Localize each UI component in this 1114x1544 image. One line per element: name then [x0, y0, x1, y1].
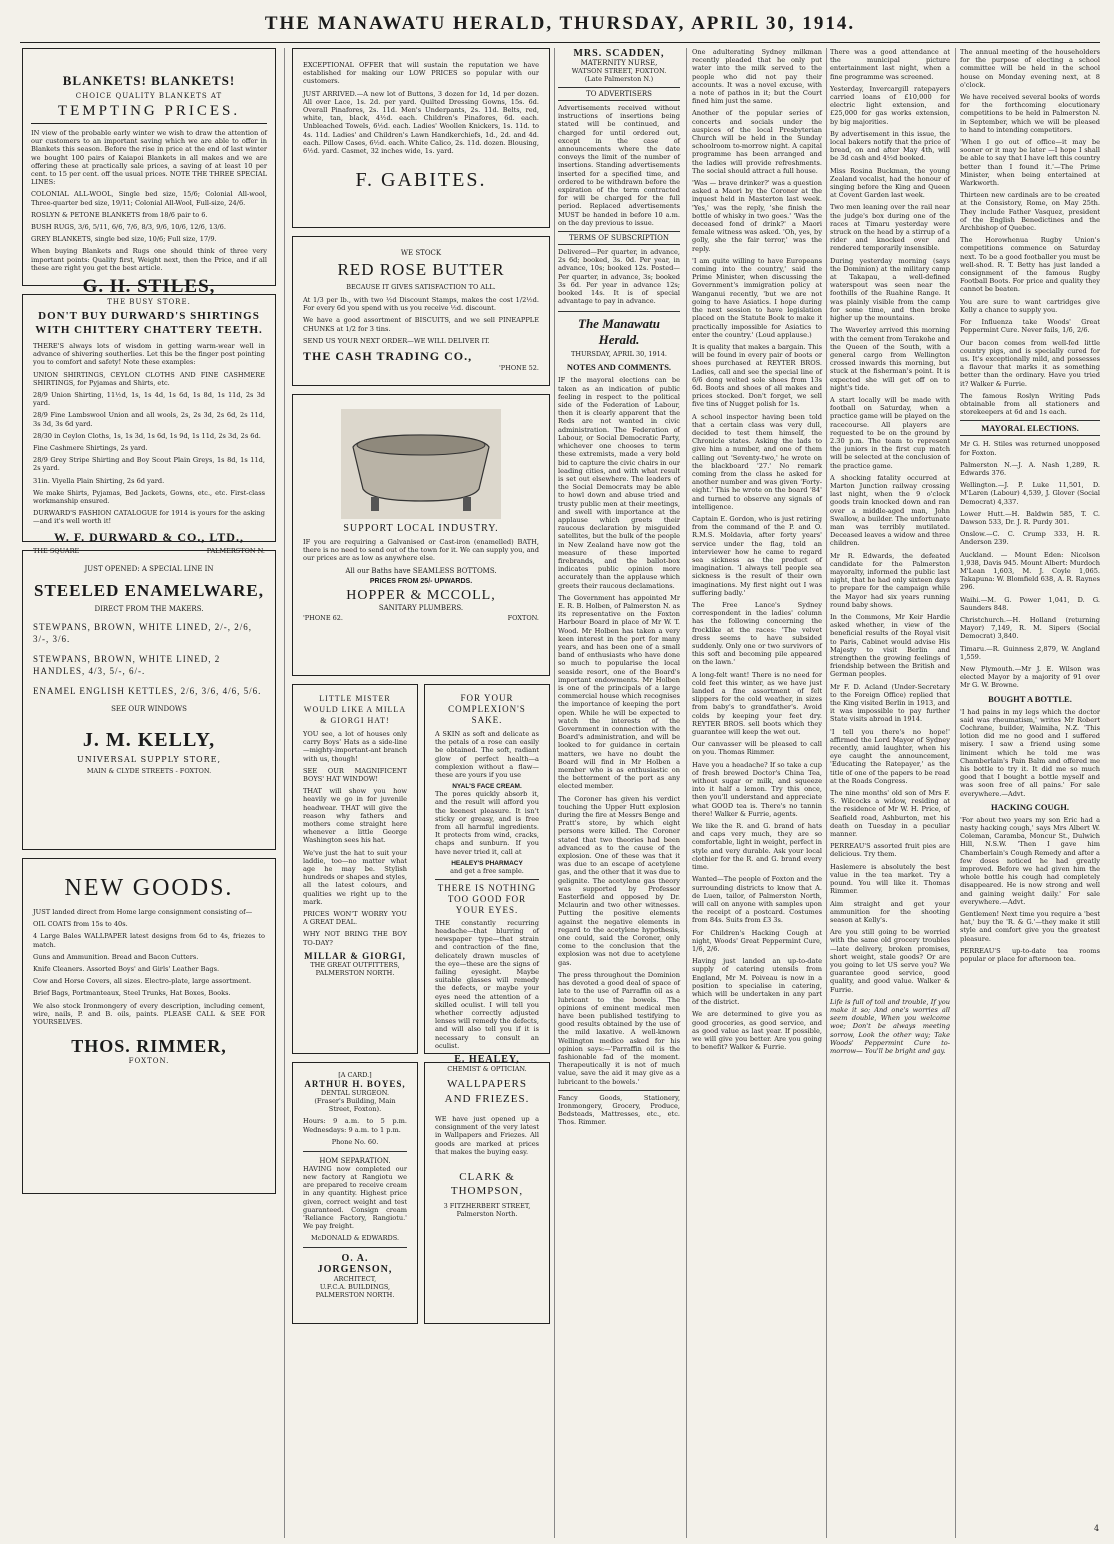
ad-advertiser-name: O. A. JORGENSON,	[317, 1253, 393, 1276]
article-text: 'I tell you there's no hope!' affirmed the Lord Mayor of Sydney recently, amid laughter, when his eye caught the announcement, 'Educating the Ratepayer,' as the title of one of the papers to be read at the Roads Congress.	[830, 727, 950, 785]
ad-heading: SUPPORT LOCAL INDUSTRY.	[343, 523, 499, 534]
bath-illustration	[341, 409, 501, 519]
ad-line: BUSH RUGS, 3/6, 5/11, 6/6, 7/6, 8/3, 9/6, 10/6, 12/6, 13/6.	[31, 223, 226, 232]
ad-subheading: [A CARD.]	[338, 1071, 372, 1079]
article-text: Our canvasser will be pleased to call on you. Thomas Rimmer.	[692, 740, 822, 757]
article-text: Mr R. Edwards, the defeated candidate for the Palmerston mayoralty, informed the public last night, that he had only sixteen days to prepare for the campaign while the Mayor had six years running round baby shows.	[830, 551, 950, 609]
article-text: Fancy Goods, Stationery, Ironmongery, Grocery, Produce, Bedsteads, Mattresses, etc., etc. Thos. Rimmer.	[558, 1090, 680, 1127]
column-rule	[826, 48, 827, 1538]
column-rule	[955, 48, 956, 1538]
section-heading: NOTES AND COMMENTS.	[566, 362, 672, 373]
ad-line: We've just the hat to suit your laddie, too—no matter what age he may be. Stylish hundreds or shapes and styles, all the latest colours, and qualities we right up to the mark.	[303, 848, 407, 906]
ad-body: WE have just opened up a consignment of the very latest in Wallpapers and Friezes. All goods are marked at prices that makes the buying easy.	[435, 1115, 539, 1156]
ad-advertiser-name: CLARK & THOMPSON,	[450, 1171, 524, 1198]
election-result: Auckland. — Mount Eden: Nicolson 1,938, Davis 945. Mount Albert: Murdoch M'Lean 1,603, M. J. Coyle 1,065. Takapuna: W. Blomfield 638, A. R. Raynes 296.	[960, 550, 1100, 592]
article-text: We are determined to give you as good groceries, as good service, and as good value as last year. If possible, we will give you better. Are you going to benefit? Walker & Furrie.	[692, 1010, 822, 1052]
article-poem: Life is full of toil and trouble, If you make it so; And one's worries all seem double, When you welcome woe; Don't be always meeting sorrow, Look the other way; Take Woods' Peppermint Cure to-morrow— You'll be bright and gay.	[830, 997, 950, 1055]
article-text: PERREAU'S up-to-date tea rooms popular or place for afternoon tea.	[960, 946, 1100, 964]
ad-line: Fine Cashmere Shirtings, 2s yard.	[33, 444, 148, 453]
ad-subheading: WE STOCK	[400, 249, 442, 257]
column-6	[960, 48, 1100, 967]
ad-heading: FOR YOUR COMPLEXION'S SAKE.	[448, 693, 526, 725]
ad-line: All our Baths have SEAMLESS BOTTOMS.	[345, 566, 497, 575]
article-text: A shocking fatality occurred at Marton Junction railway crossing last night, when the 9 o'clock goods train knocked down and ran over a middle-aged man, John Swallow, a builder. The unfortunate man was terribly mutilated. Deceased leaves a widow and three children.	[830, 473, 950, 548]
ad-heading: THERE IS NOTHING TOO GOOD FOR YOUR EYES.	[435, 879, 539, 916]
article-text: The annual meeting of the householders for the purpose of electing a school committee will be held in the school house on Monday evening next, at 8 o'clock.	[960, 48, 1100, 89]
election-result: Waihi.—M. G. Power 1,041, D. G. Saunders 848.	[960, 595, 1100, 612]
notice-heading: MRS. SCADDEN,	[573, 48, 665, 59]
notice-line: (Late Palmerston N.)	[584, 75, 654, 83]
ad-line: SEE OUR WINDOWS	[111, 705, 187, 713]
ad-heading: ARTHUR H. BOYES,	[304, 1079, 406, 1089]
ad-tagline: ARCHITECT,	[333, 1275, 377, 1284]
ad-tagline: CHEMIST & OPTICIAN.	[447, 1065, 527, 1074]
article-text: Having just landed an up-to-date supply of catering utensils from England, Mr M. Poiveau is now in a position to specialise in catering, which will be undertaken in any part of the district.	[692, 957, 822, 1007]
election-result: Palmerston N.—J. A. Nash 1,289, R. Edwards 376.	[960, 460, 1100, 477]
ad-advertiser-name: THOS. RIMMER,	[71, 1036, 227, 1057]
article-text: Thirteen new cardinals are to be created at the Consistory, Rome, on May 25th. They include Father Vasquez, president of the English Benedictines and the Archbishop of Quebec.	[960, 191, 1100, 233]
section-heading: MAYORAL ELECTIONS.	[960, 420, 1100, 436]
ad-heading: LITTLE MISTER WOULD LIKE A MILLA & GIORGI HAT!	[303, 694, 407, 725]
election-result: Timaru.—R. Guinness 2,879, W. Angland 1,559.	[960, 644, 1100, 661]
article-text: The Horowhenua Rugby Union's competitions commence on Saturday next. To be a good footballer you must be well-shod. R. T. Betty has just landed a consignment of the famous Rugby Football Boots. For price and quality they cannot be beaten.	[960, 236, 1100, 294]
ad-millar-giorgi	[292, 684, 418, 1054]
article-text: Have you a headache? If so take a cup of fresh brewed Doctor's China Tea, without sugar or milk, and squeeze into it half a lemon. Try this once, then you'll understand and appreciate what GOOD tea is. There's no tannin there! Walker & Furrie, agents.	[692, 760, 822, 818]
ad-line: Hours: 9 a.m. to 5 p.m. Wednesdays: 9 a.m. to 1 p.m.	[303, 1117, 407, 1134]
ad-line: THAT will show you how heavily we go in for juvenile headwear. THAT will give the reason why fathers and mothers come straight here whenever a little George Washington sees his hat.	[303, 787, 407, 845]
article-text: Another of the popular series of concerts and socials under the auspices of the local Presbyterian Church will be held in the Sunday schoolroom to-morrow night. A capital programme has been arranged and the ladies will provide refreshments. The social should attract a full house.	[692, 109, 822, 175]
ad-line: COLONIAL ALL-WOOL, Single bed size, 15/6; Colonial All-wool, Three-quarter bed size, 19/11; Colonial All-Wool, Full-size, 24/6.	[31, 190, 267, 207]
article-text: Are you still going to be worried with the same old grocery troubles —late delivery, broken promises, short weight, stale goods? Or are you going to let US serve you? We guarantee good service, good quality, and good value. Walker & Furrie.	[830, 928, 950, 994]
article-text: Miss Rosina Buckman, the young Zealand vocalist, had the honour of singing before the King and Queen at Covent Garden last week.	[830, 166, 950, 200]
article-text: 'I am quite willing to have Europeans coming into the country,' said the Prime Minister, when discussing the Government's immigration policy at Wanganui recently, 'but we are not going to have Asiatics. I hope during the next session to have legislation placed on the Statute Book to make it practically impossible for Asiatics to enter the country.' (Loud applause.)	[692, 256, 822, 339]
article-text: For Influenza take Woods' Great Peppermint Cure. Never fails, 1/6, 2/6.	[960, 318, 1100, 335]
ad-address: 3 FITZHERBERT STREET,	[443, 1202, 531, 1211]
page-number: 4	[1094, 1524, 1100, 1533]
article-text: Two men leaning over the rail near the judge's box during one of the races at Timaru yesterday were struck on the head by a stirrup of a rider and knocked over and rendered temporarily insensible.	[830, 203, 950, 253]
section-heading: HACKING COUGH.	[991, 801, 1069, 812]
ad-advertiser-name: McDONALD & EDWARDS.	[310, 1234, 400, 1243]
ad-subheading: JUST OPENED: A SPECIAL LINE IN	[84, 565, 214, 573]
article-text: 'For about two years my son Eric had a nasty hacking cough,' says Mrs Albert W. Coleman, Caramba, Moncur St., Dulwich Hill, N.S.W. 'Then I gave him Chamberlain's Cough Remedy and after a few doses noticed he had greatly improved. Before we had given him the whole bottle his cough had completely disappeared. He is now strong and well and gaining weight daily.' For sale everywhere.—Advt.	[960, 815, 1100, 906]
ad-body: JUST landed direct from Home large consignment consisting of—	[33, 908, 253, 916]
ad-advertiser-name: J. M. KELLY,	[82, 729, 216, 751]
ad-cash-trading	[292, 236, 550, 386]
ad-subheading: CHOICE QUALITY BLANKETS AT	[75, 92, 223, 100]
article-text: Wanted—The people of Foxton and the surrounding districts to know that A. de Luen, tailor, of Palmerston North, will call on anyone with samples upon the receipt of a postcard. Costumes from 84s. Suits from £3 3s.	[692, 875, 822, 925]
ad-heading: STEELED ENAMELWARE,	[34, 581, 264, 600]
ad-body: HAVING now completed our new factory at Rangiotu we are prepared to receive cream in any quantity. Highest price given, correct weight and test guaranteed. Consign cream 'Reliance Factory, Rangiotu.' We pay freight.	[303, 1164, 407, 1231]
ad-clark-thompson	[424, 1062, 550, 1324]
ad-heading: HOM SEPARATION.	[319, 1156, 391, 1165]
ad-line: At 1/3 per lb., with two ½d Discount Stamps, makes the cost 1/2½d. For every 6d you spend with us you receive ½d. discount.	[303, 296, 539, 313]
article-text: Gentlemen! Next time you require a 'best hat,' buy the 'R. & G.'—they make it still style and comfort give you the greatest pleasure.	[960, 910, 1100, 943]
ad-address: PALMERSTON N.	[206, 546, 265, 555]
ad-tagline: THE BUSY STORE.	[107, 298, 191, 307]
ad-kelly	[22, 550, 276, 850]
ad-line: THE constantly recurring headache—that blurring of newspaper type—that strain and contraction of the fine, delicately drawn muscles of the eye—these are the signs of failing eyesight. Maybe suitable glasses will remedy the defects, or maybe your eyes need the attention of a skilled oculist. I will tell you whether correctly adjusted lenses will remedy the defects, and will also tell you if it is necessary to consult an oculist.	[435, 918, 539, 1050]
article-text: We have received several books of words for the forthcoming elocutionary competitions to be held in Palmerston N. in September, which we will be pleased to hand to intending competitors.	[960, 93, 1100, 134]
column-4	[692, 48, 822, 1055]
ad-rimmer	[22, 858, 276, 1194]
article-text: During yesterday morning (says the Dominion) at the military camp at Takapau, a well-defined waterspout was seen near the foothills of the Ruahine Range. It was plainly visible from the camp for some time, and then broke higher up the mountains.	[830, 256, 950, 323]
article-text: For Children's Hacking Cough at night, Woods' Great Peppermint Cure, 1/6, 2/6.	[692, 928, 822, 953]
article-text: There was a good attendance at the municipal picture entertainment last night, when a fine programme was screened.	[830, 48, 950, 81]
ad-line: SEND US YOUR NEXT ORDER—WE WILL DELIVER IT.	[303, 336, 490, 345]
article-text: Captain E. Gordon, who is just retiring from the command of the P. and O. R.M.S. Moldavia, after forty years' service under the flag, told an interviewer how he came to regard sea sickness as the product of imagination. 'I always tell people sea sickness is the result of their own imaginations. My first night out I was suffering badly.'	[692, 514, 822, 597]
ad-line: Brief Bags, Portmanteaux, Steel Trunks, Hat Boxes, Books.	[33, 989, 231, 998]
article-text: A start locally will be made with football on Saturday, when a practice game will be played on the racecourse. All players are requested to be on the ground by 2.30 p.m. The team to represent the juniors in the first cup match will be selected at the conclusion of the practice game.	[830, 395, 950, 470]
notice-line: WATSON STREET, FOXTON.	[571, 67, 667, 75]
article-text: Yesterday, Invercargill ratepayers carried loans of £10,000 for electric light extension, and £25,000 for gas works extension, by big majorities.	[830, 84, 950, 126]
ad-line: When buying Blankets and Rugs one should think of three very important points: Quality first, Weight next, then the Price, and if all these are right you get the best article.	[31, 247, 267, 272]
column-rule	[284, 48, 285, 1538]
ad-line: Knife Cleaners. Assorted Boys' and Girls' Leather Bags.	[33, 965, 220, 974]
article-text: We like the R. and G. brand of hats and caps very much, they are so comfortable, light in weight, perfect in style and very durable. Ask your local clothier for the R. and G. brand every time.	[692, 822, 822, 872]
election-result: Lower Hutt.—H. Baldwin 585, T. C. Dawson 533, Dr. J. R. Purdy 301.	[960, 509, 1100, 526]
article-text: A school inspector having been told that a certain class was very dull, decided to test them himself, the Chronicle states. Asking the lads to give him a number, and one of them calling out 'Seventy-two,' he wrote on the blackboard '27.' No remark coming from the class he asked for another number and was given 'Forty-eight.' This he wrote on the board '84' and turned to observe any signals of intelligence.	[692, 412, 822, 511]
article-text: In the Commons, Mr Keir Hardie asked whether, in view of the beneficial results of the Royal visit to Paris, Cabinet would advise His Majesty to visit Berlin and strengthen the growing feelings of friendship between the British and German peoples.	[830, 613, 950, 679]
ad-line: 28/9 Union Shirting, 11½d, 1s, 1s 4d, 1s 6d, 1s 8d, 1s 11d, 2s 3d yard.	[33, 391, 265, 408]
ad-line: STEWPANS, BROWN, WHITE LINED, 2/-, 2/6, 3/-, 3/6.	[33, 622, 252, 644]
ad-heading: BLANKETS! BLANKETS!	[62, 73, 236, 88]
ad-hopper	[292, 394, 550, 676]
article-text: The Free Lance's Sydney correspondent in the ladies' column has the following concerning the frocklike at the races: 'The velvet dress seems to have subsided suddenly. Only one or two survivors of this soft and becoming pile appeared on the lawn.'	[692, 601, 822, 667]
ad-line: Cow and Horse Covers, all sizes. Electro-plate, large assortment.	[33, 977, 252, 986]
ad-line: (Fraser's Building, Main Street, Foxton).	[314, 1097, 396, 1114]
article-text: By advertisement in this issue, the local bakers notify that the price of bread, on and after May 4th, will be 3d cash and 4½d booked.	[830, 129, 950, 163]
ad-line: We also stock Ironmongery of every description, including cement, wire, nails, P. and B. oils, paints. PLEASE CALL & SEE FOR YOURSELVES.	[33, 1001, 265, 1027]
ad-line: We have a good assortment of BISCUITS, and we sell PINEAPPLE CHUNKS at 1/2 for 3 tins.	[303, 316, 539, 333]
ad-heading: RED ROSE BUTTER	[337, 260, 505, 279]
ad-address: Palmerston North.	[456, 1210, 518, 1219]
section-heading: BOUGHT A BOTTLE.	[988, 693, 1072, 704]
ad-advertiser-name: W. F. DURWARD & CO., LTD.,	[54, 529, 244, 544]
article-text: Aim straight and get your ammunition for the shooting season at Kelly's.	[830, 899, 950, 924]
article-text: IF the mayoral elections can be taken as an indication of public feeling in respect to the political side of the Federation of Labour, then it is clearly apparent that the Reds are not wanted in civic administration. The Federation of Labour, or Social Democratic Party, whichever one chooses to term these extremists, made a very bold bid to capture the civic chairs in our leading cities, and with what result is set out elsewhere. The leaders of the Social Democrats may be able to howl down and abuse tried and trusty public men at their meetings, and swell with importance at the applause which greets their raucous declaration by misguided satellites, but the bulk of the people in New Zealand have now got the measure of these imported firebrands, and the ballot-box indicates public opinion more accurately than the applause which greets their raucous declamations.	[558, 376, 681, 590]
ad-line: 31in. Viyella Plain Shirting, 2s 6d yard.	[33, 476, 165, 485]
election-result: Onslow.—C. C. Crump 333, H. R. Anderson 239.	[960, 530, 1100, 547]
article-text: The press throughout the Dominion has devoted a good deal of space of late to the use of Parraffin oil as a lubricant to the bowels. The opinions of eminent medical men have been published testifying to good results obtained by the use of the mild laxative. A well-known Wellington medico asked for his opinion says:—'Parraffin oil is the fashionable fad of the moment. Therapeutically it is not of much value, save the aid it may give as a lubricant to the bowels.'	[558, 970, 680, 1086]
article-text: Mr F. D. Acland (Under-Secretary to the Foreign Office) replied that the King visited Berlin in 1913, and it was impossible to pay further State visits abroad in 1914.	[830, 682, 950, 724]
ad-line: OIL COATS from 15s to 40s.	[33, 920, 128, 929]
election-result: New Plymouth.—Mr J. E. Wilson was elected Mayor by a majority of 91 over Mr G. W. Browne.	[960, 665, 1100, 690]
ad-line: DURWARD'S FASHION CATALOGUE for 1914 is yours for the asking—and it's well worth it!	[33, 509, 265, 526]
ad-line: We make Shirts, Pyjamas, Bed Jackets, Gowns, etc., etc. First-class workmanship ensured.	[33, 488, 265, 506]
ad-heading: TEMPTING PRICES.	[31, 103, 267, 124]
ad-durward	[22, 294, 276, 555]
ad-address: FOXTON.	[507, 613, 539, 622]
notice-heading: TERMS OF SUBSCRIPTION	[558, 231, 680, 245]
column-rule	[686, 48, 687, 1538]
ad-line: Guns and Ammunition. Bread and Bacon Cutters.	[33, 952, 199, 961]
article-text: Haslemere is absolutely the best value in the tea market. Try a pound. You will like it. Thomas Rimmer.	[830, 862, 950, 896]
ad-body: IN view of the probable early winter we wish to draw the attention of our customers to an important saving which we are able to offer in Blankets this season. Before the rise in price at the end of last winter we bought 100 pairs of Kaiapoi Blankets in all makes and we are offering these at practically sale prices, a saving of at least 10 per cent. to 15 per cent. off the usual prices. NOTE THE THREE SPECIAL LINES:	[31, 129, 267, 187]
ad-line: PRICES FROM 25/- UPWARDS.	[369, 577, 473, 585]
notice-body: Advertisements received without instructions of insertions being stated will be continued, and charged for until ordered out, except in the case of announcements where the date conveys the limit of the number of insertions. Standing advertisements inserted for a specified time, and ordered to be withdrawn before the expiration of the term contracted for will be charged for the full period. Replaced advertisements MUST be handed in before 10 a.m. on the day previous to issue.	[558, 104, 680, 227]
ad-line: The pores quickly absorb it, and the result will afford you the keenest pleasure. It isn't sticky or greasy, and is free from all harmful ingredients. It protects from wind, cracks, chaps and sunburn. If you have never tried it, call at	[435, 790, 539, 856]
paper-nameplate: The Manawatu Herald.	[558, 311, 680, 348]
ad-address: PALMERSTON NORTH.	[315, 968, 395, 977]
election-result: Wellington.—J. P. Luke 11,501, D. M'Laren (Labour) 4,539, J. Glover (Social Democrat) 4,337.	[960, 481, 1100, 506]
ad-address: U.F.C.A. BUILDINGS, PALMERSTON NORTH.	[315, 1283, 395, 1300]
ad-advertiser-name: E. HEALEY,	[454, 1054, 520, 1066]
ad-line: HEALEY'S PHARMACY	[451, 859, 523, 867]
ad-body: A SKIN as soft and delicate as the petals of a rose can easily be obtained. The soft, radiant glow of perfect health—a complexion without a flaw—these are yours if you use	[435, 730, 539, 780]
ad-line: 28/9 Grey Stripe Shirting and Boy Scout Plain Greys, 1s 8d, 1s 11d, 2s yard.	[33, 456, 265, 473]
ad-address: FOXTON.	[128, 1057, 170, 1066]
article-text: A long-felt want! There is no need for cold feet this winter, as we have just landed a fine assortment of felt slippers for the cold weather, in sizes from baby's to grandfather's. Avoid colds by keeping your feet dry. REYTER BROS. sell boots which they guarantee will keep the wet out.	[692, 670, 822, 737]
ad-line: NYAL'S FACE CREAM.	[452, 783, 522, 791]
ad-tagline: SANITARY PLUMBERS.	[378, 603, 464, 612]
article-text: The Government has appointed Mr E. R. B. Holben, of Palmerston N. as its representative on the Foxton Harbour Board in place of Mr W. T. Wood. Mr Holben has taken a very keen interest in the port for many years, and has been one of a small band of enthusiasts who have done so much to popularise the local seaside resort, one of the Board's important endowments. Mr Holben is one of the principals of a large commercial house which recognises the importance of keeping the port open. While he will be expected to watch the interests of the Government in connection with the Board's administration, and will be looked to for guidance in certain matters, we have no doubt the Board will find in Mr Holben a member who is as enthusiastic on the betterment of the port as any elected member.	[558, 593, 680, 791]
article-text: The Waverley arrived this morning with the cement from Terakohe and the Queen of the South, with a general cargo from Wellington crossed inwards this morning, but stuck at the fisherman's point. It is expected she will get off on to night's tide.	[830, 326, 950, 392]
ad-advertiser-name: THE CASH TRADING CO.,	[303, 349, 473, 364]
article-text: 'I had pains in my legs which the doctor said was rheumatism,' writes Mr Robert Cochrane, builder, Waimiha, N.Z. 'This lotion did me no good and I suffered misery. I saw a friend using some liniment which he told me was Chamberlain's Pain Balm and offered me his bottle to try it. It did me so much good that I bought a bottle myself and was soon free of all pains.' For sale everywhere.—Advt.	[960, 707, 1100, 798]
ad-line: 28/30 in Ceylon Cloths, 1s, 1s 3d, 1s 6d, 1s 9d, 1s 11d, 2s 3d, 2s 6d.	[33, 431, 261, 440]
column-2	[292, 48, 550, 1324]
article-text: You are sure to want cartridges give Kelly a chance to supply you.	[960, 297, 1100, 314]
ad-advertiser-name: G. H. STILES,	[82, 276, 216, 298]
ad-subheading: DENTAL SURGEON.	[320, 1089, 390, 1097]
ad-advertiser-name: MILLAR & GIORGI,	[304, 950, 406, 961]
ad-body: IF you are requiring a Galvanised or Cast-iron (enamelled) BATH, there is no need to send out of the town for it. We can supply you, and our prices are as low as anywhere else.	[303, 538, 539, 563]
ad-line: JUST ARRIVED.—A new lot of Buttons, 3 dozen for 1d, 1d per dozen. All over Lace, 1s. 2d. per yard. Quilted Dressing Gowns, 15s. 6d. Overall Pinafores, 2s. 11d. Men's Underpants, 2s. 11d. Belts, red, white, tan, black, 4½d. each. Children's Pinafores, 6d. each. Unbleached Towels, 6½d. each. Ladies' Woollen Knickers, 1s. 11d. to 4s. 11d. Ladies' and Children's Lawn Handkerchiefs, 1d., 2d. and 4d. each. Pillow Cases, 6½d. each. White Calico, 2s. 11d. dozen. Blousing, 6½d. yard. Casmet, 32 inches wide, 1s. yard.	[303, 89, 539, 156]
masthead-title: THE MANAWATU HERALD, THURSDAY, APRIL 30, 1914.	[264, 13, 856, 34]
ad-healey	[424, 684, 550, 1074]
ad-line: and get a free sample.	[450, 866, 524, 875]
article-text: PERREAU'S assorted fruit pies are delicious. Try them.	[830, 842, 950, 859]
ad-tagline: THE GREAT OUTFITTERS,	[310, 960, 400, 969]
article-text: It is quality that makes a bargain. This will be found in every pair of boots or shoes purchased at REYTER BROS. Ladies, call and see the special line of 6/6 dong welted sole shoes from 13s 6d. Boots and shoes of all makes and prices stocked. Don't forget, we sell five tins of Nugget polish for 1s.	[692, 342, 822, 409]
ad-line: PRICES WON'T WORRY YOU A GREAT DEAL.	[303, 910, 407, 927]
ad-line: ROSLYN & PETONE BLANKETS from 18/6 pair to 6.	[31, 210, 208, 219]
ad-gabites	[292, 48, 550, 228]
ad-body: EXCEPTIONAL OFFER that will sustain the reputation we have established for making our LOW PRICES so popular with our customers.	[303, 61, 539, 86]
ad-line: 4 Large Bales WALLPAPER latest designs from 6d to 4s, friezes to match.	[33, 932, 265, 949]
notice-line: MATERNITY NURSE,	[580, 59, 658, 67]
paper-date: THURSDAY, APRIL 30, 1914.	[571, 350, 667, 359]
ad-heading: WALLPAPERS AND FRIEZES.	[444, 1078, 530, 1105]
article-text: The Coroner has given his verdict touching the Upper Hutt explosion during the fire at Messrs Benge and Pratt's store, by which eight persons were killed. The Coroner stated that two theories had been advanced as to the cause of the explosion. One of these was that it was due to an escape of acetylene gas, and the other that it was due to gelignite. The acetylene gas theory was supported by Professor Easterfield and opposed by Dr. Mclaurin and two other witnesses. Putting the positive elements against the negative elements in regard to the acetylene hypothesis, one could, said the Coroner, only come to the conclusion that the explosion was not due to acetylene gas.	[558, 794, 680, 967]
ad-line: SEE OUR MAGNIFICENT BOYS' HAT WINDOW!	[303, 766, 407, 784]
masthead	[20, 6, 1100, 43]
article-text: 'Was — brave drinker?' was a question asked a Maori by the Coroner at the inquest held in Masterton last week. 'Yes,' was the reply, 'she finish the bottle of whisky in two goes.' 'Was the deceased fond of drink?' a Maori female witness was asked. 'Oh, yes, by golly, she the fair terror,' was the reply.	[692, 179, 822, 253]
ad-phone: 'PHONE 62.	[303, 613, 343, 622]
ad-boyes-mcdonald-jorgenson	[292, 1062, 418, 1324]
ad-advertiser-name: HOPPER & MCCOLL,	[346, 587, 496, 603]
ad-address: THE SQUARE	[33, 546, 80, 555]
article-text: Our bacon comes from well-fed little country pigs, and is specially cured for us. It's exceptionally mild, and possesses a flavour that marks it as something better than the ordinary. Have you tried it? Walker & Furrie.	[960, 338, 1100, 388]
ad-address: MAIN & CLYDE STREETS - FOXTON.	[86, 767, 212, 775]
article-text: 'When I go out of office—it may be sooner or it may be later —I hope I shall be able to say that I have left this country better than I found it.'—The Prime Minister, when being entertained at Warkworth.	[960, 138, 1100, 188]
ad-heading: DON'T BUY DURWARD'S SHIRTINGS WITH CHITTERY CHATTERY TEETH.	[35, 310, 263, 336]
ad-line: WHY NOT BRING THE BOY TO-DAY?	[303, 930, 407, 947]
ad-body: THERE'S always lots of wisdom in getting warm-wear well in advance of shivering southerlies. Let this be the finger post pointing you to comfort and safety! Note these examples:	[33, 342, 265, 367]
ad-line: Phone No. 60.	[331, 1137, 379, 1146]
notice-heading: TO ADVERTISERS	[558, 87, 680, 101]
ad-body: YOU see, a lot of houses only carry Boys' Hats as a side-line—mighty-important-ant branch with us, though!	[303, 730, 407, 763]
ad-line: STEWPANS, BROWN, WHITE LINED, 2 HANDLES, 4/3, 5/-, 6/-.	[33, 654, 221, 676]
ad-tagline: UNIVERSAL SUPPLY STORE,	[76, 755, 222, 764]
election-result: Mr G. H. Stiles was returned unopposed for Foxton.	[960, 440, 1100, 457]
ad-advertiser-name: F. GABITES.	[355, 169, 487, 192]
ad-line: ENAMEL ENGLISH KETTLES, 2/6, 3/6, 4/6, 5/6.	[33, 686, 262, 696]
column-5	[830, 48, 950, 1059]
notice-body: Delivered—Per quarter, in advance, 2s 6d; booked, 3s. 0d. Per year, in advance, 10s; booked 12s. Posted—Per quarter, in advance, 3s; booked 3s 6d. Per year in advance 12s; booked 14s. It is of special advantage to pay in advance.	[558, 248, 680, 306]
article-text: The famous Roslyn Writing Pads obtainable from all stationers and storekeepers at 6d and 1s each.	[960, 391, 1100, 417]
election-result: Christchurch.—H. Holland (returning Mayor) 7,149, R. M. Sipers (Social Democrat) 3,840.	[960, 615, 1100, 641]
column-3	[558, 48, 680, 1131]
ad-subheading: DIRECT FROM THE MAKERS.	[94, 605, 204, 613]
ad-heading: NEW GOODS.	[64, 875, 234, 901]
ad-line: GREY BLANKETS, single bed size, 10/6; Full size, 17/9.	[31, 235, 217, 244]
ad-phone: 'PHONE 52.	[499, 364, 539, 373]
article-text: One adulterating Sydney milkman recently pleaded that he only put water into the milk served to the people who did not pay their accounts. It was a novel excuse, with a note of pathos in it; but the Court fined him just the same.	[692, 48, 822, 106]
column-rule	[554, 48, 555, 1538]
ad-subheading: BECAUSE IT GIVES SATISFACTION TO ALL.	[346, 283, 496, 291]
ad-stiles	[22, 48, 276, 307]
ad-line: 28/9 Fine Lambswool Union and all wools, 2s, 2s 3d, 2s 6d, 2s 11d, 3s 3d, 3s 6d yard.	[33, 411, 265, 428]
ad-line: UNION SHIRTINGS, CEYLON CLOTHS AND FINE CASHMERE SHIRTINGS, for Pyjamas and Shirts, etc.	[33, 370, 265, 387]
column-1	[22, 48, 276, 1202]
article-text: The nine months' old son of Mrs F. S. Wilcocks a widow, residing at the residence of Mr W. H. Price, of Seafield road, Ashburton, met his death on Tuesday in a peculiar manner.	[830, 789, 950, 839]
